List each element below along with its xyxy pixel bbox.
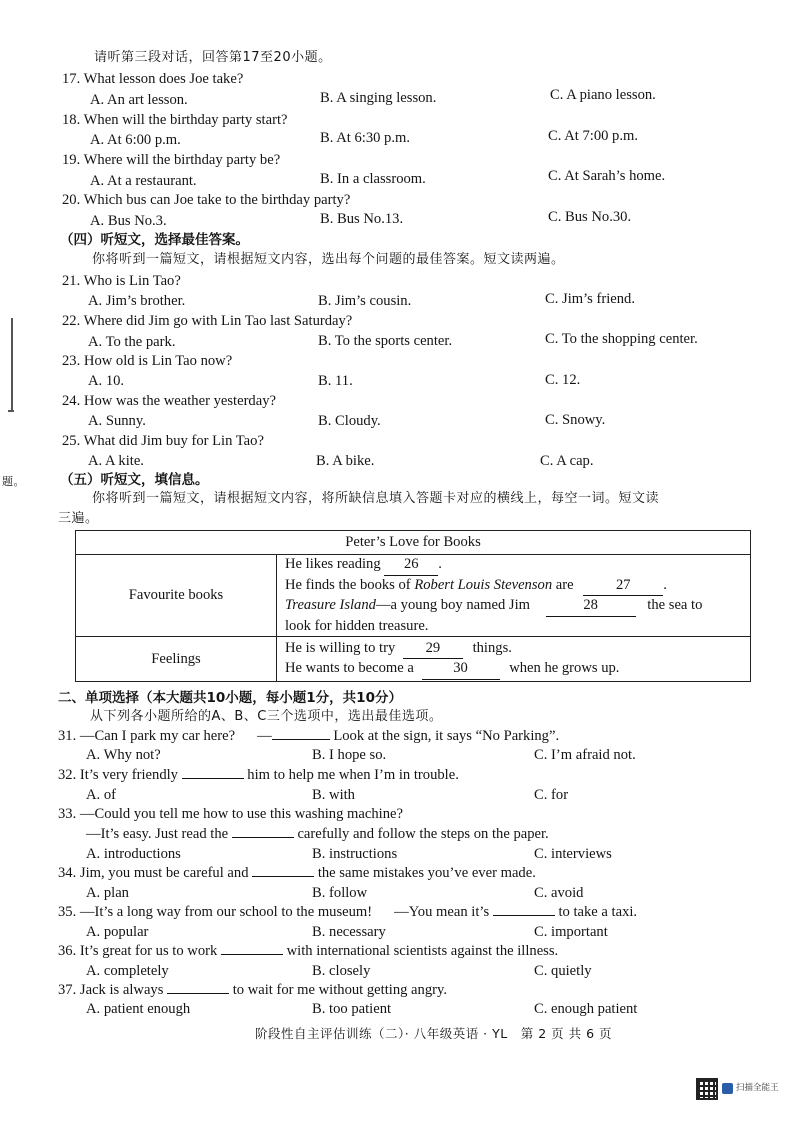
scanner-watermark: 扫描全能王 <box>736 1083 779 1093</box>
option-18b[interactable]: B. At 6:30 p.m. <box>320 130 411 146</box>
option-22c[interactable]: C. To the shopping center. <box>545 331 698 347</box>
option-22b[interactable]: B. To the sports center. <box>318 333 453 349</box>
option-32c[interactable]: C. for <box>534 787 569 803</box>
blank-31[interactable] <box>272 739 330 740</box>
option-21c[interactable]: C. Jim’s friend. <box>545 291 635 307</box>
option-34c[interactable]: C. avoid <box>534 885 584 901</box>
blank-36[interactable] <box>221 954 283 955</box>
option-17a[interactable]: A. An art lesson. <box>90 92 188 108</box>
option-36c[interactable]: C. quietly <box>534 963 592 979</box>
option-32a[interactable]: A. of <box>86 787 116 803</box>
section5-intro-line2: 三遍。 <box>58 511 99 526</box>
option-17b[interactable]: B. A singing lesson. <box>320 90 437 106</box>
page-footer: 阶段性自主评估训练（二）· 八年级英语 · YL 第 2 页 共 6 页 <box>255 1026 612 1041</box>
blank-28[interactable]: 28 <box>546 596 636 617</box>
option-33a[interactable]: A. introductions <box>86 846 181 862</box>
question-23: 23. How old is Lin Tao now? <box>62 353 233 369</box>
row-label-feelings: Feelings <box>76 637 277 682</box>
binding-tick <box>8 410 14 412</box>
option-34a[interactable]: A. plan <box>86 885 129 901</box>
option-23c[interactable]: C. 12. <box>545 372 581 388</box>
option-25c[interactable]: C. A cap. <box>540 453 594 469</box>
blank-33[interactable] <box>232 837 294 838</box>
option-22a[interactable]: A. To the park. <box>88 334 176 350</box>
section4-title: （四）听短文，选择最佳答案。 <box>60 232 249 248</box>
author-name: Robert Louis Stevenson <box>414 576 553 593</box>
option-20b[interactable]: B. Bus No.13. <box>320 211 404 227</box>
question-19: 19. Where will the birthday party be? <box>62 152 281 168</box>
blank-26[interactable]: 26 <box>384 555 438 576</box>
option-19a[interactable]: A. At a restaurant. <box>90 173 197 189</box>
blank-29[interactable]: 29 <box>403 639 463 660</box>
option-19b[interactable]: B. In a classroom. <box>320 171 426 187</box>
question-18: 18. When will the birthday party start? <box>62 112 288 128</box>
option-37a[interactable]: A. patient enough <box>86 1001 191 1017</box>
option-36b[interactable]: B. closely <box>312 963 371 979</box>
option-37c[interactable]: C. enough patient <box>534 1001 638 1017</box>
blank-27[interactable]: 27 <box>583 576 663 597</box>
option-35b[interactable]: B. necessary <box>312 924 386 940</box>
scanner-logo-icon <box>722 1083 733 1094</box>
option-21a[interactable]: A. Jim’s brother. <box>88 293 186 309</box>
part2-intro: 从下列各小题所给的A、B、C三个选项中，选出最佳选项。 <box>90 709 443 724</box>
option-33c[interactable]: C. interviews <box>534 846 612 862</box>
option-37b[interactable]: B. too patient <box>312 1001 392 1017</box>
question-21: 21. Who is Lin Tao? <box>62 273 181 289</box>
favourite-books-cell: He likes reading 26 . He finds the books of Robert Louis Stevenson are 27 . Treasure Island—a young boy named Jim 28 the sea to look for hidden treasure. <box>277 555 751 637</box>
section3-intro: 请听第三段对话，回答第17至20小题。 <box>94 50 332 65</box>
margin-char: 题。 <box>2 475 25 488</box>
option-23b[interactable]: B. 11. <box>318 373 353 389</box>
question-25: 25. What did Jim buy for Lin Tao? <box>62 433 264 449</box>
blank-34[interactable] <box>252 876 314 877</box>
option-20c[interactable]: C. Bus No.30. <box>548 209 632 225</box>
section4-intro: 你将听到一篇短文，请根据短文内容，选出每个问题的最佳答案。短文读两遍。 <box>92 252 565 267</box>
option-24b[interactable]: B. Cloudy. <box>318 413 381 429</box>
blank-32[interactable] <box>182 778 244 779</box>
table-title: Peter’s Love for Books <box>76 531 751 555</box>
option-25a[interactable]: A. A kite. <box>88 453 144 469</box>
option-18a[interactable]: A. At 6:00 p.m. <box>90 132 181 148</box>
question-34: 34. Jim, you must be careful and the same mistakes you’ve ever made. <box>58 865 536 881</box>
question-35: 35. —It’s a long way from our school to the museum! —You mean it’s to take a taxi. <box>58 904 638 920</box>
info-table <box>75 530 751 682</box>
blank-37[interactable] <box>167 993 229 994</box>
question-22: 22. Where did Jim go with Lin Tao last Saturday? <box>62 313 353 329</box>
question-31: 31. —Can I park my car here? — Look at the sign, it says “No Parking”. <box>58 728 560 744</box>
question-33-line2: —It’s easy. Just read the carefully and follow the steps on the paper. <box>86 826 549 842</box>
option-24a[interactable]: A. Sunny. <box>88 413 146 429</box>
option-23a[interactable]: A. 10. <box>88 373 125 389</box>
feelings-cell: He is willing to try 29 things. He wants to become a 30 when he grows up. <box>277 637 751 682</box>
question-17: 17. What lesson does Joe take? <box>62 71 244 87</box>
question-32: 32. It’s very friendly him to help me when I’m in trouble. <box>58 767 459 783</box>
blank-35[interactable] <box>493 915 555 916</box>
option-25b[interactable]: B. A bike. <box>316 453 375 469</box>
question-37: 37. Jack is always to wait for me without getting angry. <box>58 982 447 998</box>
option-31b[interactable]: B. I hope so. <box>312 747 387 763</box>
option-21b[interactable]: B. Jim’s cousin. <box>318 293 412 309</box>
book-title: Treasure Island <box>285 597 376 613</box>
option-19c[interactable]: C. At Sarah’s home. <box>548 168 666 184</box>
option-34b[interactable]: B. follow <box>312 885 368 901</box>
option-18c[interactable]: C. At 7:00 p.m. <box>548 128 639 144</box>
row-label-favourite-books: Favourite books <box>76 555 277 637</box>
option-32b[interactable]: B. with <box>312 787 355 803</box>
section5-title: （五）听短文，填信息。 <box>60 472 209 488</box>
option-35a[interactable]: A. popular <box>86 924 149 940</box>
binding-line <box>11 318 13 412</box>
option-35c[interactable]: C. important <box>534 924 608 940</box>
question-20: 20. Which bus can Joe take to the birthday party? <box>62 192 351 208</box>
option-17c[interactable]: C. A piano lesson. <box>550 87 656 103</box>
question-24: 24. How was the weather yesterday? <box>62 393 276 409</box>
section5-intro-line1: 你将听到一篇短文，请根据短文内容，将所缺信息填入答题卡对应的横线上，每空一词。短文读 <box>92 491 660 506</box>
question-36: 36. It’s great for us to work with international scientists against the illness. <box>58 943 559 959</box>
option-24c[interactable]: C. Snowy. <box>545 412 606 428</box>
part2-title: 二、单项选择（本大题共10小题，每小题1分，共10分） <box>58 690 402 706</box>
qr-code-icon <box>696 1078 718 1100</box>
option-36a[interactable]: A. completely <box>86 963 169 979</box>
option-31c[interactable]: C. I’m afraid not. <box>534 747 636 763</box>
option-20a[interactable]: A. Bus No.3. <box>90 213 167 229</box>
option-31a[interactable]: A. Why not? <box>86 747 161 763</box>
blank-30[interactable]: 30 <box>422 659 500 680</box>
question-33: 33. —Could you tell me how to use this washing machine? <box>58 806 403 822</box>
option-33b[interactable]: B. instructions <box>312 846 398 862</box>
